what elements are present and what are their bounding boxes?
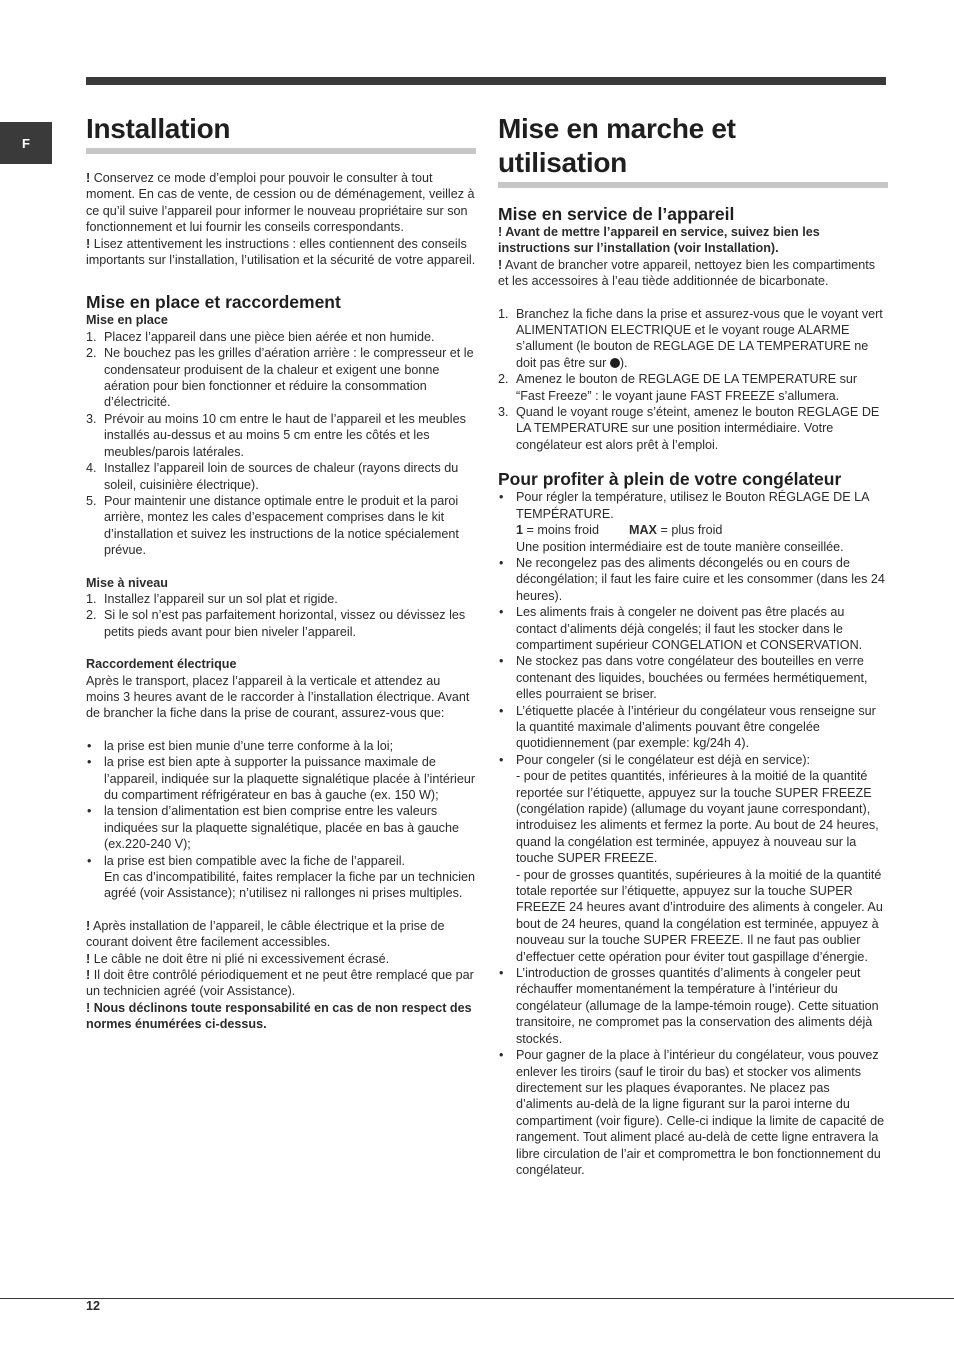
list-item: 1. Placez l’appareil dans une pièce bien aérée et non humide. bbox=[86, 329, 435, 344]
intro-paragraph-1: ! Conservez ce mode d’emploi pour pouvoir le consulter à tout moment. En cas de vente, de cession ou de déménagement, veillez à ce qu’il suive l’appareil pour informer le nouveau propriétaire sur son fonctionnement et lui fournir les conseils correspondants. bbox=[86, 171, 475, 235]
service-steps bbox=[498, 306, 888, 454]
warning-1: ! Après installation de l’appareil, le câble électrique et la prise de courant doivent être facilement accessibles. bbox=[86, 918, 445, 950]
list-item: • Pour gagner de la place à l’intérieur du congélateur, vous pouvez enlever les tiroirs (sauf le tiroir du bas) et stocker vos aliments directement sur les plaques évaporantes. Ne placez pas d’aliments au-delà de la ligne figurant sur la paroi interne du compartiment (voir figure). Celle-ci indique la limite de capacité de rangement. Tout aliment placé au-delà de cette ligne entravera la libre circulation de l’air et compromettra le bon fonctionnement du congélateur. bbox=[498, 1047, 888, 1178]
list-item: 1. Installez l’appareil sur un sol plat et rigide. bbox=[86, 591, 338, 606]
off-position-icon bbox=[610, 358, 620, 368]
section-title-service: Mise en service de l’appareil bbox=[498, 204, 735, 224]
tips-list bbox=[498, 489, 888, 1178]
warning-3: ! Il doit être contrôlé périodiquement et ne peut être remplacé que par un technicien agréé (voir Assistance). bbox=[86, 968, 474, 999]
language-tab: F bbox=[0, 122, 52, 164]
list-item: 2. Ne bouchez pas les grilles d’aération arrière : le compresseur et le condensateur produisent de la chaleur et exigent une bonne aération pour bien fonctionner et réduire la consommation d’électricité. bbox=[86, 346, 474, 410]
footer-rule bbox=[0, 1298, 954, 1299]
usage-column bbox=[498, 112, 888, 1178]
electrical-list bbox=[86, 738, 476, 902]
service-warning-2: ! Avant de brancher votre appareil, nettoyez bien les compartiments et les accessoires à l’eau tiède additionnée de bicarbonate. bbox=[498, 257, 876, 289]
list-item: 5. Pour maintenir une distance optimale entre le produit et la paroi arrière, montez les cales d’espacement comprises dans le kit d’installation et suivez les instructions de la notice spécialement prévue. bbox=[86, 493, 459, 558]
list-item: • Pour congeler (si le congélateur est déjà en service): - pour de petites quantités, inférieures à la moitié de la quantité reportée sur l’étiquette, appuyez sur la touche SUPER FREEZE (congélation rapide) (allumage du voyant jaune correspondant), introduisez les aliments et fermez la porte. Au bout de 24 heures, quand la congélation est terminée, appuyez à nouveau sur la touche SUPER FREEZE. - pour de grosses quantités, supérieures à la moitié de la quantité totale reportée sur l’étiquette, appuyez sur la touche SUPER FREEZE 24 heures avant d’introduire des aliments à congeler. Au bout de 24 heures, quand la congélation est terminée, appuyez à nouveau sur la touche SUPER FREEZE. Il ne faut pas oublier d’effectuer cette opération pour éviter tout gaspillage d’énergie. bbox=[498, 752, 888, 965]
electrical-intro: Après le transport, placez l’appareil à la verticale et attendez au moins 3 heures avant de le raccorder à l’installation électrique. Avant de brancher la fiche dans la prise de courant, assurez-vous que: bbox=[86, 673, 470, 721]
subsection-title-level: Mise à niveau bbox=[86, 575, 168, 590]
warning-4: ! Nous déclinons toute responsabilité en cas de non respect des normes énumérées ci-dessus. bbox=[86, 1000, 472, 1032]
list-item: 2. Si le sol n’est pas parfaitement horizontal, vissez ou dévissez les petits pieds avant pour bien niveler l’appareil. bbox=[86, 608, 466, 639]
list-item: • L’introduction de grosses quantités d’aliments à congeler peut réchauffer momentanément la température à l’intérieur du congélateur (allumage de la lampe-témoin rouge). Cette situation transitoire, ne compromet pas la conservation des aliments déjà stockés. bbox=[498, 965, 888, 1047]
list-item: • L’étiquette placée à l’intérieur du congélateur vous renseigne sur la quantité maximale d’aliments pouvant être congelée quotidiennement (par exemple: kg/24h 4). bbox=[498, 703, 888, 752]
intro-paragraph-2: ! Lisez attentivement les instructions : elles contiennent des conseils importants sur l’installation, l’utilisation et la sécurité de votre appareil. bbox=[86, 236, 476, 268]
list-item: 3. Prévoir au moins 10 cm entre le haut de l’appareil et les meubles installés au-dessus et au moins 5 cm entre les côtés et les meubles/parois latérales. bbox=[86, 411, 466, 459]
list-item: 1. Branchez la fiche dans la prise et assurez-vous que le voyant vert ALIMENTATION ELECTRIQUE et le voyant rouge ALARME s’allument (le bouton de REGLAGE DE LA TEMPERATURE ne doit pas être sur ). bbox=[498, 306, 883, 370]
installation-title: Installation bbox=[86, 113, 231, 144]
header-rule bbox=[86, 77, 886, 85]
list-item: • Les aliments frais à congeler ne doivent pas être placés au contact d’aliments déjà congelés; il faut les stocker dans le compartiment supérieur CONGELATION et CONSERVATION. bbox=[498, 604, 888, 653]
service-warning-bold: ! Avant de mettre l’appareil en service, suivez bien les instructions sur l’installation (voir Installation). bbox=[498, 225, 820, 256]
list-item: • Ne stockez pas dans votre congélateur des bouteilles en verre contenant des liquides, bouchées ou fermées hermétiquement, elles pourraient se briser. bbox=[498, 653, 888, 702]
placement-list bbox=[86, 329, 476, 559]
list-item: • la prise est bien compatible avec la fiche de l’appareil. En cas d’incompatibilité, faites remplacer la fiche par un technicien agréé (voir Assistance); n’utilisez ni rallonges ni prises multiples. bbox=[86, 853, 476, 902]
section-title-placement: Mise en place et raccordement bbox=[86, 292, 341, 313]
list-item: • la tension d’alimentation est bien comprise entre les valeurs indiquées sur la plaquette signalétique, placée en bas à gauche (ex.220-240 V); bbox=[86, 803, 476, 852]
list-item: • la prise est bien apte à supporter la puissance maximale de l’appareil, indiquée sur la plaquette signalétique placée à l’intérieur du compartiment réfrigérateur en bas à gauche (ex. 150 W); bbox=[86, 754, 476, 803]
list-item: • Pour régler la température, utilisez le Bouton RÉGLAGE DE LA TEMPÉRATURE. 1 = moins froid MAX = plus froid Une position intermédiaire est de toute manière conseillée. bbox=[498, 489, 888, 555]
list-item: • la prise est bien munie d’une terre conforme à la loi; bbox=[86, 738, 476, 754]
level-list bbox=[86, 591, 476, 640]
list-item: 3. Quand le voyant rouge s’éteint, amenez le bouton REGLAGE DE LA TEMPERATURE sur une position intermédiaire. Votre congélateur est alors prêt à l’emploi. bbox=[498, 405, 880, 452]
section-title-tips: Pour profiter à plein de votre congélateur bbox=[498, 469, 842, 490]
installation-column bbox=[86, 112, 476, 1033]
list-item: • Ne recongelez pas des aliments décongelés ou en cours de décongélation; il faut les faire cuire et les consommer (dans les 24 heures). bbox=[498, 555, 888, 604]
subsection-title-placement: Mise en place bbox=[86, 313, 168, 328]
list-item: 4. Installez l’appareil loin de sources de chaleur (rayons directs du soleil, cuisinière électrique). bbox=[86, 461, 459, 492]
page-number: 12 bbox=[86, 1299, 101, 1313]
warning-2: ! Le câble ne doit être ni plié ni excessivement écrasé. bbox=[86, 951, 390, 966]
usage-title: Mise en marche et utilisation bbox=[498, 113, 736, 178]
subsection-title-electrical: Raccordement électrique bbox=[86, 657, 237, 672]
list-item: 2. Amenez le bouton de REGLAGE DE LA TEMPERATURE sur “Fast Freeze” : le voyant jaune FAST FREEZE s’allumera. bbox=[498, 372, 858, 403]
